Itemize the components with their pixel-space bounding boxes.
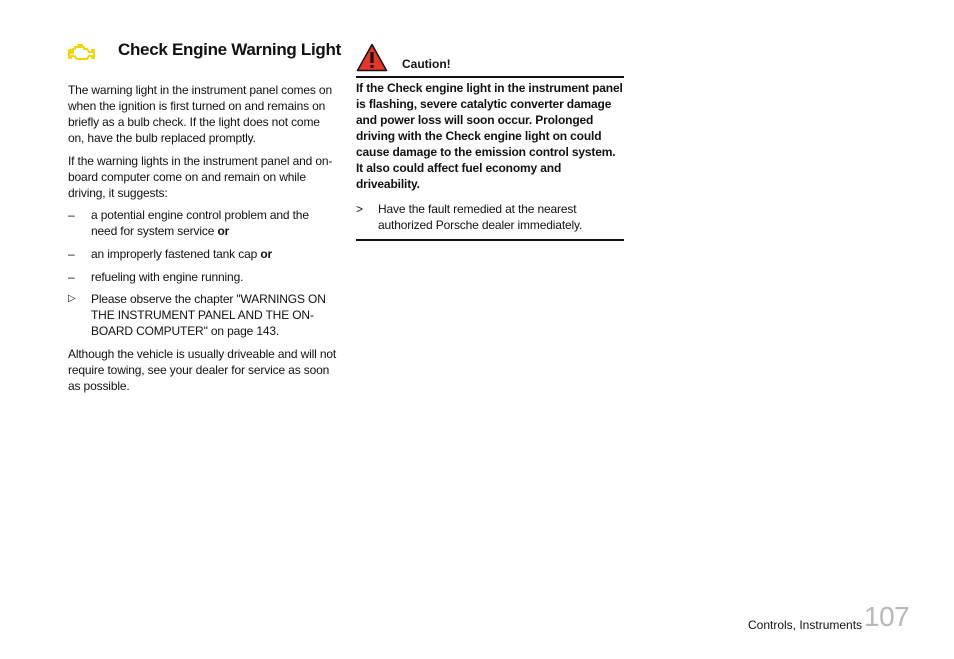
footer-section-name: Controls, Instruments <box>748 618 863 632</box>
check-engine-icon <box>66 43 96 61</box>
caution-text: If the Check engine light in the instrument panel is flashing, severe catalytic converter damage and power loss will soon occur. Prolonged driving with the Check engine light on could cause damage to the emission control system. It also could affect fuel economy and driveability. <box>356 81 623 191</box>
caution-label: Caution! <box>402 57 451 71</box>
divider <box>356 76 624 78</box>
note-arrow: > <box>356 202 363 216</box>
action-note-text: Have the fault remedied at the nearest authorized Porsche dealer immediately. <box>378 202 583 232</box>
warning-triangle-icon <box>356 43 388 72</box>
list-item <box>68 246 338 262</box>
list-dash: – <box>68 208 75 222</box>
list-item-text: a potential engine control problem and the need for system service <box>91 208 309 238</box>
list-item-text: refueling with engine running. <box>91 270 244 284</box>
page-number: 107 <box>864 601 910 632</box>
list-item-text: an improperly fastened tank cap <box>91 247 261 261</box>
reference-note <box>68 291 338 339</box>
list-item <box>68 269 338 285</box>
list-item <box>68 207 338 239</box>
list-item-or: or <box>260 247 273 261</box>
list-item-or: or <box>217 224 230 238</box>
warning-paragraph: If the warning lights in the instrument panel and on-board computer come on and remain on while driving, it suggests: <box>68 154 333 200</box>
intro-paragraph: The warning light in the instrument panel comes on when the ignition is first turned on and remains on briefly as a bulb check. If the light does not come on, have the bulb replaced promptly. <box>68 83 332 145</box>
list-dash: – <box>68 270 75 284</box>
divider <box>356 239 624 241</box>
section-title: Check Engine Warning Light <box>118 40 341 59</box>
list-dash: – <box>68 247 75 261</box>
action-note <box>356 201 624 233</box>
reference-note-text: Please observe the chapter "WARNINGS ON THE INSTRUMENT PANEL AND THE ON-BOARD COMPUTER" on page 143. <box>91 292 326 338</box>
closing-paragraph: Although the vehicle is usually driveable and will not require towing, see your dealer for service as soon as possible. <box>68 347 337 393</box>
note-arrow-icon: ▷ <box>68 293 76 304</box>
